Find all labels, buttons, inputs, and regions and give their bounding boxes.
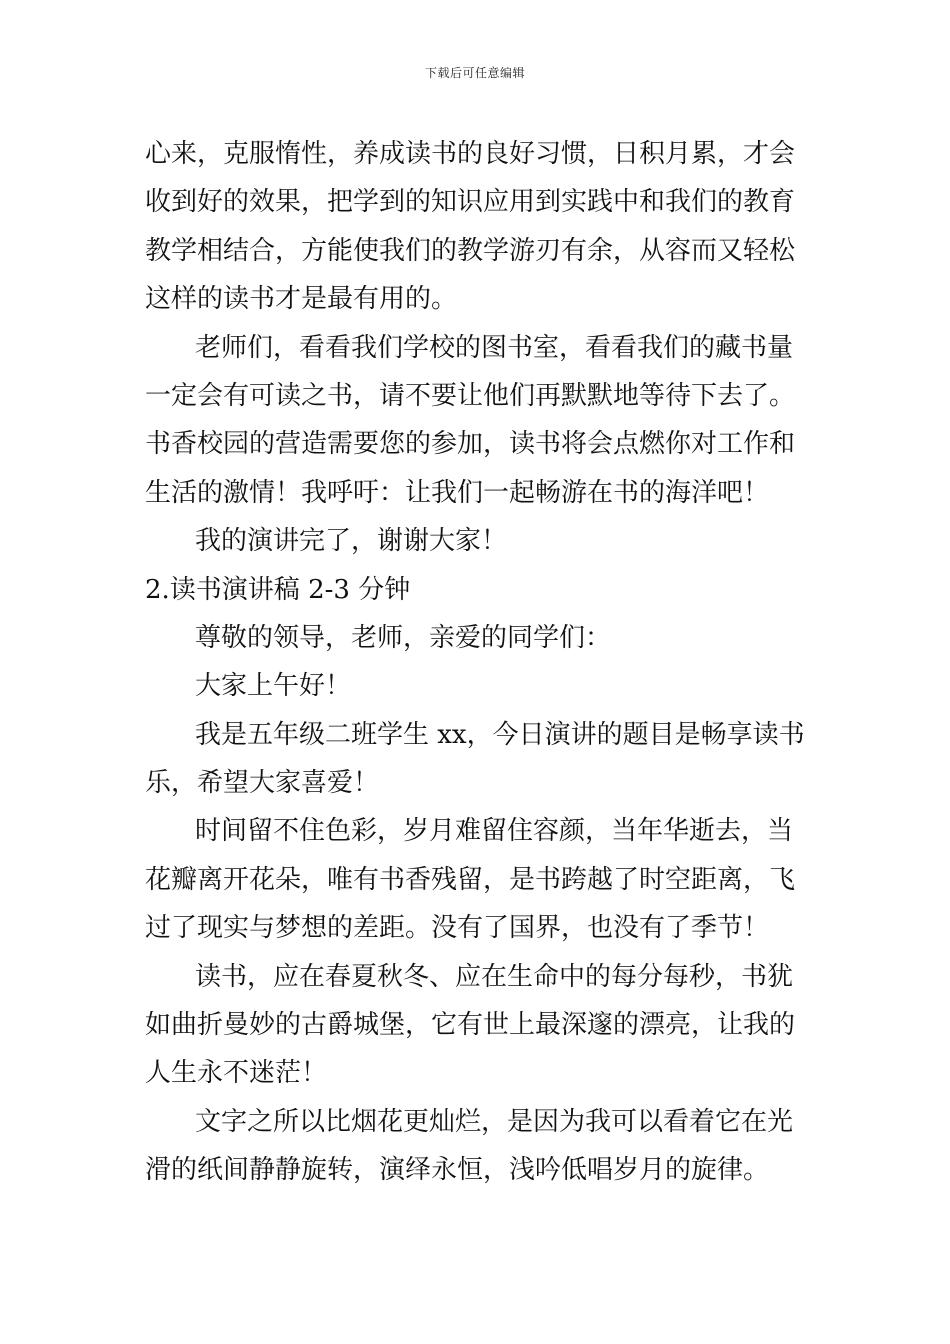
text-line: 老师们，看看我们学校的图书室，看看我们的藏书量: [195, 332, 794, 363]
text-line: 如曲折曼妙的古爵城堡，它有世上最深邃的漂亮，让我的: [145, 1010, 796, 1041]
text-line: 书香校园的营造需要您的参加，读书将会点燃你对工作和: [145, 429, 796, 460]
text-line: 读书，应在春夏秋冬、应在生命中的每分每秒，书犹: [195, 961, 794, 992]
text-line: 乐，希望大家喜爱！: [145, 768, 380, 799]
text-line: 这样的读书才是最有用的。: [145, 284, 458, 315]
text-line: 心来，克服惰性，养成读书的良好习惯，日积月累，才会: [145, 139, 796, 169]
text-line: 收到好的效果，把学到的知识应用到实践中和我们的教育: [145, 187, 796, 218]
text-line: 我是五年级二班学生 xx，今日演讲的题目是畅享读书: [195, 719, 805, 750]
text-line: 一定会有可读之书，请不要让他们再默默地等待下去了。: [145, 380, 796, 411]
text-line: 我的演讲完了，谢谢大家！: [195, 526, 508, 557]
text-line: 教学相结合，方能使我们的教学游刃有余，从容而又轻松: [145, 235, 796, 266]
document-body: [145, 130, 815, 1195]
text-line: 人生永不迷茫！: [145, 1058, 328, 1089]
text-line: 过了现实与梦想的差距。没有了国界，也没有了季节！: [145, 913, 770, 944]
text-line: 文字之所以比烟花更灿烂，是因为我可以看着它在光: [195, 1106, 794, 1137]
text-line: 2.读书演讲稿 2-3 分钟: [145, 574, 411, 605]
text-line: 尊敬的领导，老师，亲爱的同学们：: [195, 622, 612, 653]
text-line: 花瓣离开花朵，唯有书香残留，是书跨越了时空距离，飞: [145, 864, 796, 895]
text-line: 时间留不住色彩，岁月难留住容颜，当年华逝去，当: [195, 816, 794, 847]
page-header: 下载后可任意编辑: [424, 66, 525, 80]
text-line: 滑的纸间静静旋转，演绎永恒，浅吟低唱岁月的旋律。: [145, 1155, 770, 1186]
text-line: 生活的激情！我呼吁：让我们一起畅游在书的海洋吧！: [145, 477, 770, 508]
text-line: 大家上午好！: [195, 671, 352, 702]
